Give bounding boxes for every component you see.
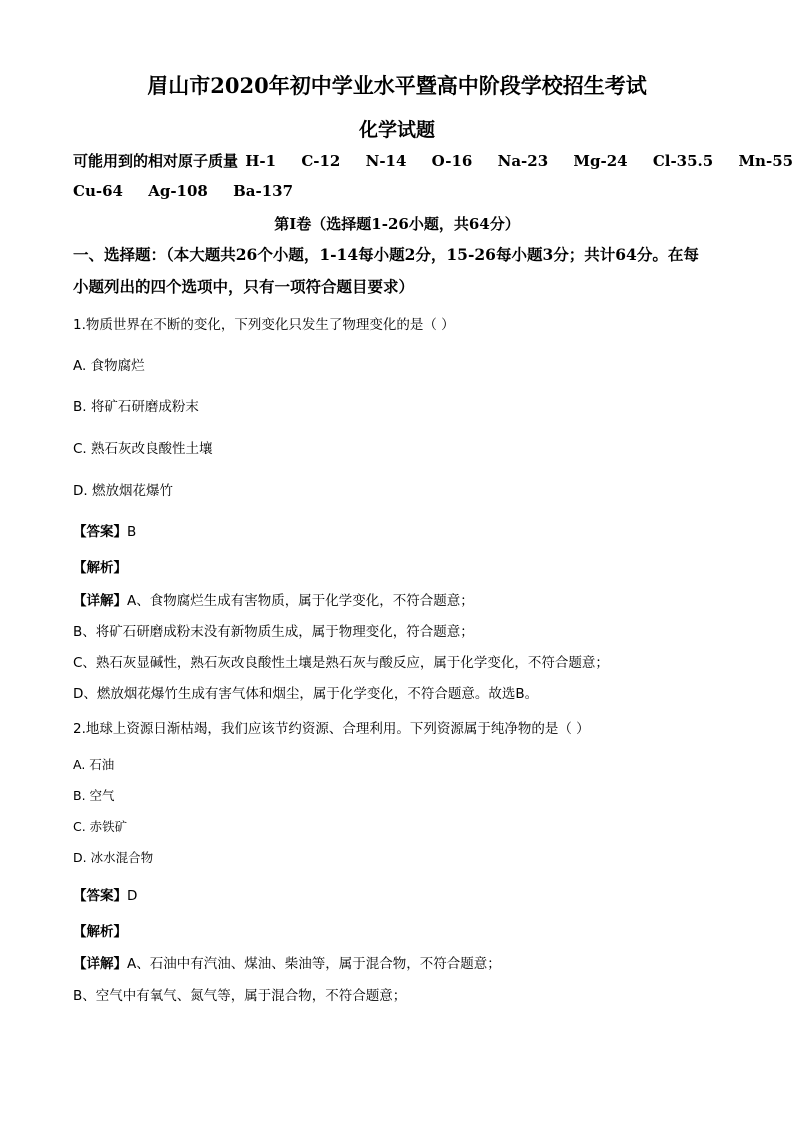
question-stem: 1.物质世界在不断的变化，下列变化只发生了物理变化的是（ ） [73, 317, 455, 333]
detail-label: 【详解】 [73, 956, 127, 972]
answer-line [73, 884, 137, 904]
option-c: C. 赤铁矿 [73, 819, 128, 834]
detail-label: 【详解】 [73, 593, 127, 609]
atomic-mass: Ba-137 [233, 182, 294, 200]
atomic-mass: Cl-35.5 [652, 152, 714, 170]
detail-text: A、石油中有汽油、煤油、柴油等，属于混合物，不符合题意； [127, 956, 501, 972]
atomic-mass: O-16 [431, 152, 473, 170]
question-stem: 2.地球上资源日渐枯竭，我们应该节约资源、合理利用。下列资源属于纯净物的是（ ） [73, 721, 590, 737]
section-instructions-line-1: 一、选择题：（本大题共26个小题，1-14每小题2分，15-26每小题3分；共计64分。在每 [73, 245, 699, 264]
atomic-mass: N-14 [365, 152, 407, 170]
option-a: A. 食物腐烂 [73, 358, 145, 374]
atomic-mass: Na-23 [497, 152, 549, 170]
detail-text: D、燃放烟花爆竹生成有害气体和烟尘，属于化学变化，不符合题意。故选B。 [73, 686, 539, 702]
analysis-label: 【解析】 [73, 924, 127, 940]
atomic-mass: Mn-55 [738, 152, 794, 170]
detail-text: B、空气中有氧气、氮气等，属于混合物，不符合题意； [73, 988, 407, 1004]
atomic-mass: Cu-64 [73, 182, 123, 200]
atomic-masses-label: 可能用到的相对原子质量 [73, 152, 239, 170]
part-title: 第I卷（选择题1-26小题，共64分） [274, 215, 520, 233]
answer-value: D [127, 888, 138, 904]
option-c: C. 熟石灰改良酸性土壤 [73, 441, 213, 457]
detail-line [73, 952, 501, 972]
atomic-mass: Mg-24 [573, 152, 628, 170]
atomic-mass: H-1 [245, 152, 277, 170]
section-instructions-line-2: 小题列出的四个选项中，只有一项符合题目要求） [73, 277, 415, 296]
analysis-label: 【解析】 [73, 560, 127, 576]
answer-label: 【答案】 [73, 524, 127, 540]
answer-line [73, 520, 136, 540]
option-b: B. 空气 [73, 788, 115, 803]
option-d: D. 燃放烟花爆竹 [73, 483, 173, 499]
detail-text: C、熟石灰显碱性，熟石灰改良酸性土壤是熟石灰与酸反应，属于化学变化，不符合题意； [73, 655, 609, 671]
answer-value: B [127, 524, 137, 540]
atomic-mass: C-12 [301, 152, 341, 170]
option-d: D. 冰水混合物 [73, 850, 154, 865]
subject-title: 化学试题 [358, 119, 435, 141]
atomic-mass: Ag-108 [148, 182, 208, 200]
detail-line [73, 589, 474, 609]
atomic-masses-row-2 [73, 182, 313, 200]
answer-label: 【答案】 [73, 888, 127, 904]
detail-text: B、将矿石研磨成粉末没有新物质生成，属于物理变化，符合题意； [73, 624, 474, 640]
option-b: B. 将矿石研磨成粉末 [73, 399, 199, 415]
exam-title: 眉山市2020年初中学业水平暨高中阶段学校招生考试 [147, 73, 647, 98]
option-a: A. 石油 [73, 757, 115, 772]
detail-text: A、食物腐烂生成有害物质，属于化学变化，不符合题意； [127, 593, 474, 609]
atomic-masses-row-1 [73, 150, 793, 171]
